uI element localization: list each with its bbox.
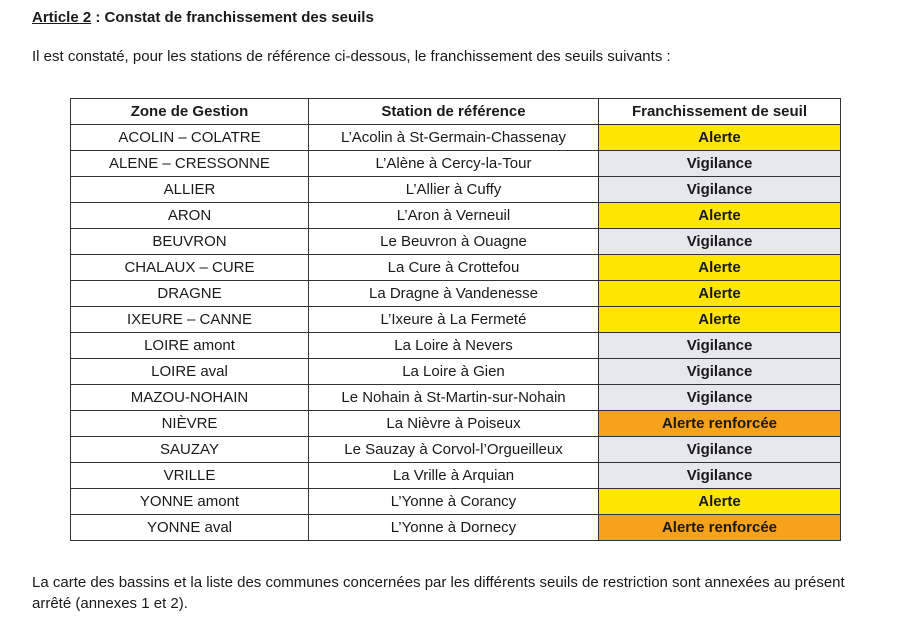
table-row [71,255,841,281]
threshold-level-cell: Vigilance [599,151,841,177]
threshold-level-cell: Vigilance [599,229,841,255]
threshold-level-cell: Alerte [599,255,841,281]
station-cell: L’Aron à Verneuil [309,203,599,229]
table-row [71,281,841,307]
threshold-level-cell: Vigilance [599,463,841,489]
table-row [71,437,841,463]
zone-cell: VRILLE [71,463,309,489]
column-header-zone: Zone de Gestion [71,99,309,125]
station-cell: La Loire à Nevers [309,333,599,359]
table-row [71,385,841,411]
threshold-level-cell: Vigilance [599,359,841,385]
table-body [71,125,841,541]
zone-cell: IXEURE – CANNE [71,307,309,333]
column-header-seuil: Franchissement de seuil [599,99,841,125]
threshold-level-cell: Vigilance [599,437,841,463]
station-cell: Le Sauzay à Corvol-l’Orgueilleux [309,437,599,463]
zone-cell: LOIRE amont [71,333,309,359]
threshold-level-cell: Vigilance [599,177,841,203]
station-cell: L’Acolin à St-Germain-Chassenay [309,125,599,151]
threshold-level-cell: Alerte [599,125,841,151]
station-cell: La Dragne à Vandenesse [309,281,599,307]
table-row [71,489,841,515]
column-header-station: Station de référence [309,99,599,125]
zone-cell: NIÈVRE [71,411,309,437]
table-row [71,359,841,385]
table-row [71,411,841,437]
zone-cell: ALLIER [71,177,309,203]
station-cell: L’Yonne à Dornecy [309,515,599,541]
table-row [71,125,841,151]
threshold-level-cell: Alerte [599,203,841,229]
zone-cell: YONNE amont [71,489,309,515]
station-cell: La Cure à Crottefou [309,255,599,281]
table-row [71,515,841,541]
station-cell: L’Allier à Cuffy [309,177,599,203]
station-cell: L’Yonne à Corancy [309,489,599,515]
table-header-row [71,99,841,125]
zone-cell: ACOLIN – COLATRE [71,125,309,151]
heading-separator: : [91,9,105,26]
article-title: Constat de franchissement des seuils [104,9,374,26]
table-row [71,177,841,203]
zone-cell: ARON [71,203,309,229]
zone-cell: MAZOU-NOHAIN [71,385,309,411]
threshold-level-cell: Vigilance [599,385,841,411]
zone-cell: DRAGNE [71,281,309,307]
threshold-table [70,98,841,541]
table-row [71,333,841,359]
zone-cell: SAUZAY [71,437,309,463]
station-cell: La Nièvre à Poiseux [309,411,599,437]
intro-paragraph: Il est constaté, pour les stations de référence ci-dessous, le franchissement des seuils suivants : [32,48,671,65]
station-cell: Le Nohain à St-Martin-sur-Nohain [309,385,599,411]
table-row [71,463,841,489]
threshold-level-cell: Alerte [599,307,841,333]
table-row [71,203,841,229]
threshold-level-cell: Alerte renforcée [599,411,841,437]
zone-cell: LOIRE aval [71,359,309,385]
threshold-level-cell: Alerte renforcée [599,515,841,541]
station-cell: L’Ixeure à La Fermeté [309,307,599,333]
zone-cell: CHALAUX – CURE [71,255,309,281]
threshold-level-cell: Alerte [599,281,841,307]
footer-paragraph: La carte des bassins et la liste des communes concernées par les différents seuils de restriction sont annexées au présent arrêté (annexes 1 et 2). [32,574,845,612]
station-cell: Le Beuvron à Ouagne [309,229,599,255]
threshold-level-cell: Alerte [599,489,841,515]
article-heading [32,9,374,26]
table-row [71,307,841,333]
station-cell: L’Alène à Cercy-la-Tour [309,151,599,177]
zone-cell: ALENE – CRESSONNE [71,151,309,177]
station-cell: La Vrille à Arquian [309,463,599,489]
table-row [71,229,841,255]
article-number: Article 2 [32,9,92,26]
zone-cell: BEUVRON [71,229,309,255]
station-cell: La Loire à Gien [309,359,599,385]
threshold-level-cell: Vigilance [599,333,841,359]
table-row [71,151,841,177]
zone-cell: YONNE aval [71,515,309,541]
